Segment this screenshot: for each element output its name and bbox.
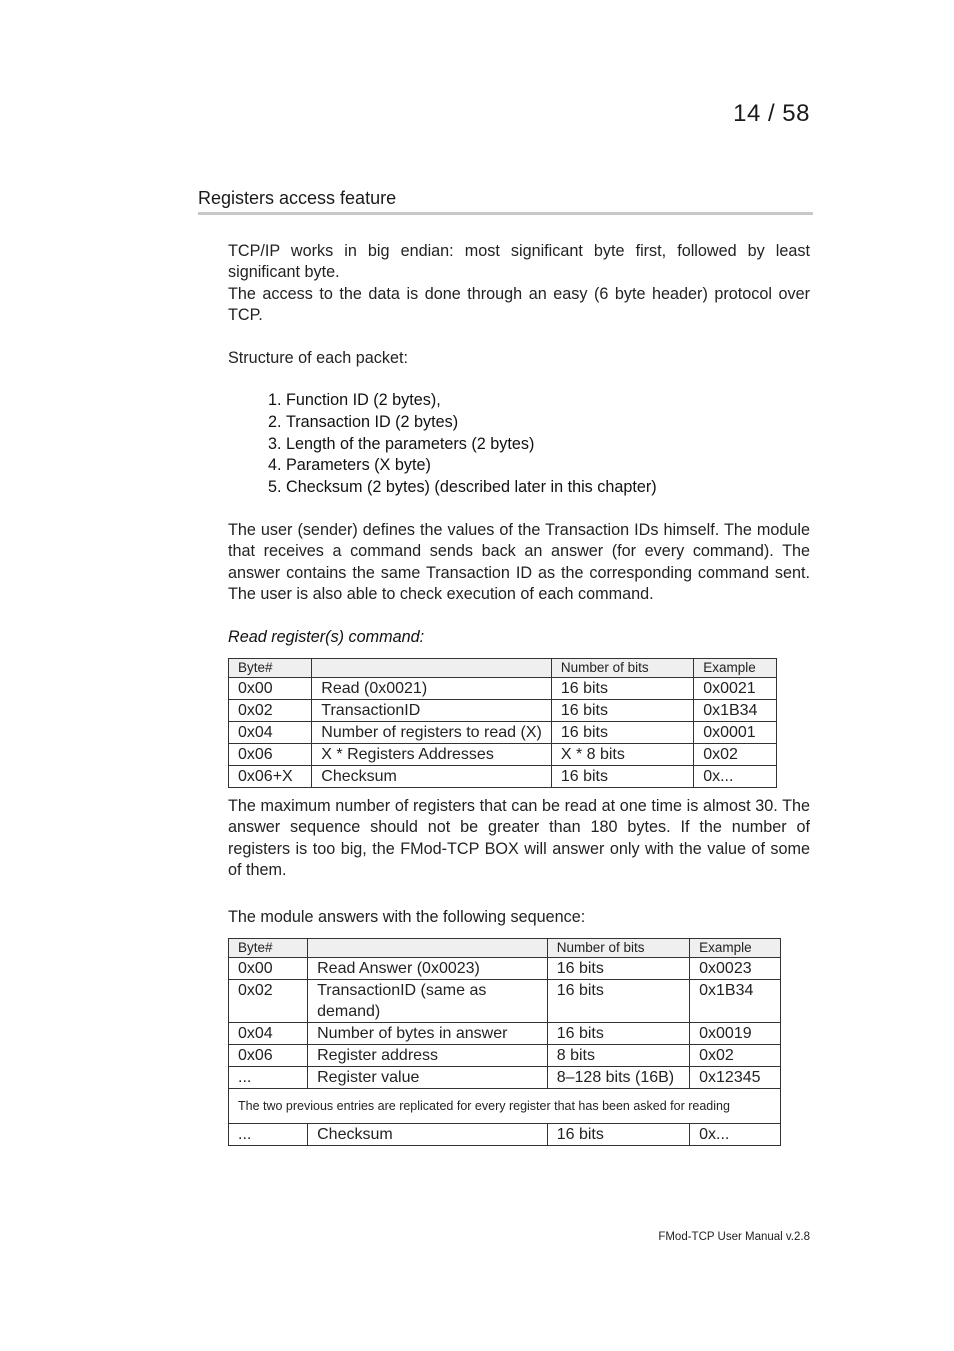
list-item: 3. Length of the parameters (2 bytes) <box>286 434 810 456</box>
table-row <box>229 1124 781 1146</box>
table-cell: 0x00 <box>229 678 312 700</box>
table-row <box>229 678 777 700</box>
read-command-table <box>228 658 777 788</box>
table-header: Byte# <box>229 939 308 958</box>
table-header <box>308 939 548 958</box>
footer-manual-version: FMod-TCP User Manual v.2.8 <box>658 1231 810 1243</box>
packet-structure-list <box>228 390 810 499</box>
table-cell: 16 bits <box>551 722 693 744</box>
table-note: The two previous entries are replicated for every register that has been asked for reading <box>229 1089 781 1124</box>
intro-paragraph-endian: TCP/IP works in big endian: most significant byte first, followed by least significant byte. <box>228 242 810 282</box>
read-command-heading: Read register(s) command: <box>228 627 425 646</box>
table-header: Byte# <box>229 659 312 678</box>
table-cell: 0x... <box>690 1124 781 1146</box>
table-row <box>229 980 781 1023</box>
table-cell: 0x06 <box>229 1045 308 1067</box>
table-cell: TransactionID (same as demand) <box>308 980 548 1023</box>
table-cell: 0x04 <box>229 1023 308 1045</box>
table-cell: 16 bits <box>547 1124 689 1146</box>
table-cell: 0x... <box>694 766 777 788</box>
table-cell: 0x0019 <box>690 1023 781 1045</box>
table-row <box>229 722 777 744</box>
page-number: 14 / 58 <box>733 100 810 127</box>
answer-intro-paragraph: The module answers with the following sequence: <box>228 907 586 926</box>
table-cell: 0x02 <box>229 980 308 1023</box>
table-row <box>229 1067 781 1089</box>
transaction-paragraph: The user (sender) defines the values of the Transaction IDs himself. The module that receives a command sends back an answer (for every command). The answer contains the same Transaction ID as the corresponding command sent. The user is also able to check execution of each command. <box>228 521 810 604</box>
table-cell: Register value <box>308 1067 548 1089</box>
list-item: 5. Checksum (2 bytes) (described later in this chapter) <box>286 477 810 499</box>
document-body <box>228 241 810 1146</box>
table-row <box>229 1023 781 1045</box>
table-cell: 0x02 <box>690 1045 781 1067</box>
table-cell: 0x06 <box>229 744 312 766</box>
list-item: 2. Transaction ID (2 bytes) <box>286 412 810 434</box>
table-header: Example <box>690 939 781 958</box>
table-cell: Checksum <box>312 766 552 788</box>
table-cell: 8–128 bits (16B) <box>547 1067 689 1089</box>
table-row <box>229 700 777 722</box>
table-cell: 16 bits <box>551 678 693 700</box>
intro-paragraph-structure: Structure of each packet: <box>228 348 408 367</box>
table-cell: 16 bits <box>551 766 693 788</box>
list-item: 1. Function ID (2 bytes), <box>286 390 810 412</box>
table-cell: Number of bytes in answer <box>308 1023 548 1045</box>
table-cell: 0x0023 <box>690 958 781 980</box>
table-cell: 16 bits <box>547 1023 689 1045</box>
table-cell: Checksum <box>308 1124 548 1146</box>
table-header: Number of bits <box>551 659 693 678</box>
table-row <box>229 1045 781 1067</box>
answer-sequence-table <box>228 938 781 1146</box>
intro-paragraph-protocol: The access to the data is done through an easy (6 byte header) protocol over TCP. <box>228 284 810 325</box>
section-title: Registers access feature <box>198 188 813 215</box>
list-item: 4. Parameters (X byte) <box>286 455 810 477</box>
table-cell: ... <box>229 1067 308 1089</box>
table-cell: Number of registers to read (X) <box>312 722 552 744</box>
table-cell: 0x1B34 <box>694 700 777 722</box>
table-cell: 0x12345 <box>690 1067 781 1089</box>
table-note-row <box>229 1089 781 1124</box>
table-cell: ... <box>229 1124 308 1146</box>
table-cell: 0x06+X <box>229 766 312 788</box>
table-cell: X * 8 bits <box>551 744 693 766</box>
table-row <box>229 744 777 766</box>
table-row <box>229 958 781 980</box>
max-registers-paragraph: The maximum number of registers that can be read at one time is almost 30. The answer sequence should not be greater than 180 bytes. If the number of registers is too big, the FMod-TCP BOX will answer only with the value of some of them. <box>228 797 810 880</box>
table-cell: 8 bits <box>547 1045 689 1067</box>
table-cell: 0x02 <box>694 744 777 766</box>
table-cell: 0x02 <box>229 700 312 722</box>
table-cell: 0x04 <box>229 722 312 744</box>
table-cell: TransactionID <box>312 700 552 722</box>
table-header: Number of bits <box>547 939 689 958</box>
table-cell: Register address <box>308 1045 548 1067</box>
table-header-row <box>229 939 781 958</box>
table-cell: 16 bits <box>547 980 689 1023</box>
table-cell: X * Registers Addresses <box>312 744 552 766</box>
table-cell: 0x00 <box>229 958 308 980</box>
table-header: Example <box>694 659 777 678</box>
table-cell: 16 bits <box>547 958 689 980</box>
table-cell: Read Answer (0x0023) <box>308 958 548 980</box>
table-header <box>312 659 552 678</box>
table-row <box>229 766 777 788</box>
table-cell: 0x0001 <box>694 722 777 744</box>
table-cell: 16 bits <box>551 700 693 722</box>
table-cell: Read (0x0021) <box>312 678 552 700</box>
table-cell: 0x1B34 <box>690 980 781 1023</box>
table-cell: 0x0021 <box>694 678 777 700</box>
table-header-row <box>229 659 777 678</box>
